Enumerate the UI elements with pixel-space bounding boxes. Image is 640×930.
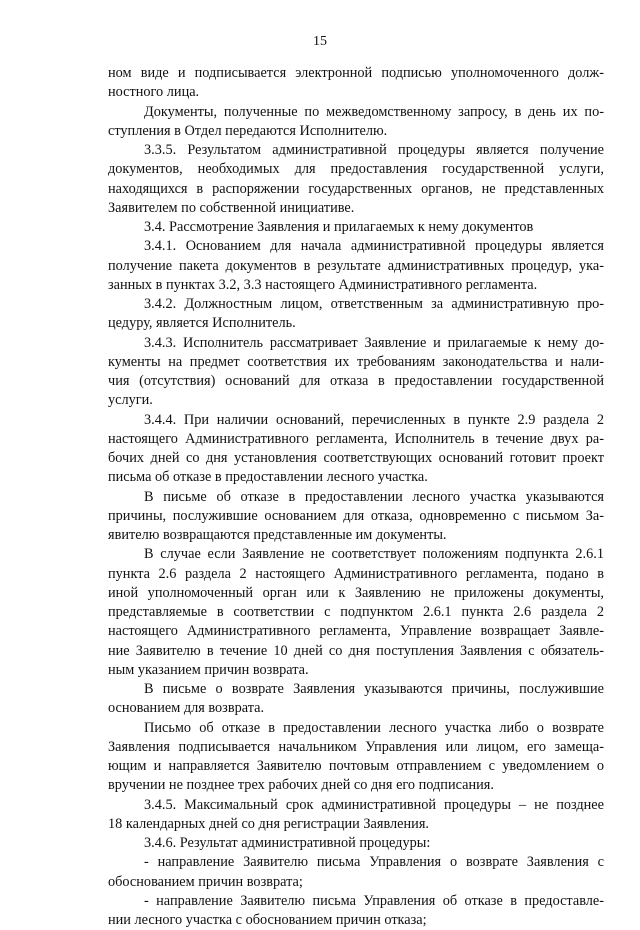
- text-line: В случае если Заявление не соответствует положениям подпункта 2.6.1: [144, 546, 604, 563]
- text-line: 3.4.2. Должностным лицом, ответственным за административную про-: [144, 296, 604, 312]
- page-number: 15: [313, 34, 327, 49]
- text-line: основанием для возврата.: [108, 700, 265, 717]
- text-line: ностного лица.: [108, 84, 200, 101]
- text-line: занных в пунктах 3.2, 3.3 настоящего Административного регламента.: [108, 276, 538, 293]
- text-line: иной уполномоченный орган или к Заявлению не приложены документы,: [108, 584, 604, 601]
- text-line: 3.4.3. Исполнитель рассматривает Заявление и прилагаемые к нему до-: [144, 334, 604, 351]
- text-line: кументы на предмет соответствия их требованиям законодательства и нали-: [108, 353, 604, 370]
- text-line: документов, необходимых для предоставления государственной услуги,: [108, 161, 604, 178]
- text-line: пункта 2.6 раздела 2 настоящего Административного регламента, подано в: [108, 565, 604, 582]
- text-line: Письмо об отказе в предоставлении лесного участка либо о возврате: [144, 719, 604, 736]
- text-line: находящихся в распоряжении государственных органов, не представленных: [108, 180, 604, 197]
- text-line: ном виде и подписывается электронной подписью уполномоченного долж-: [108, 65, 604, 81]
- text-line: ние Заявителю в течение 10 дней со дня поступления Заявления с обязатель-: [108, 642, 604, 659]
- text-line: ным указанием причин возврата.: [108, 661, 309, 678]
- text-line: В письме об отказе в предоставлении лесного участка указываются: [144, 488, 604, 505]
- text-line: 3.4.5. Максимальный срок административной процедуры – не позднее: [144, 796, 604, 813]
- text-line: цедуру, является Исполнитель.: [108, 315, 296, 332]
- text-line: Заявителем по собственной инициативе.: [108, 199, 355, 216]
- text-line: чия (отсутствия) оснований для отказа в предоставлении государственной: [108, 373, 604, 389]
- text-line: услуги.: [108, 392, 153, 409]
- text-line: письма об отказе в предоставлении лесного участка.: [108, 469, 428, 486]
- text-line: вручении не позднее трех рабочих дней со дня его подписания.: [108, 777, 494, 794]
- text-line: представляемые в соответствии с подпунктом 2.6.1 пункта 2.6 раздела 2: [108, 604, 604, 620]
- text-line: 18 календарных дней со дня регистрации Заявления.: [108, 815, 429, 832]
- text-line: получение пакета документов в результате административных процедур, ука-: [108, 257, 604, 274]
- text-line: 3.4. Рассмотрение Заявления и прилагаемых к нему документов: [144, 219, 534, 235]
- text-line: настоящего Административного регламента, Управление возвращает Заявле-: [108, 623, 604, 640]
- text-line: Заявления подписывается начальником Управления или лицом, его замеща-: [108, 738, 604, 755]
- text-line: ющим и направляется Заявителю почтовым отправлением с уведомлением о: [108, 758, 604, 774]
- text-line: ступления в Отдел передаются Исполнителю.: [108, 122, 388, 139]
- text-line: нии лесного участка с обоснованием причин отказа;: [108, 912, 427, 928]
- text-line: причины, послужившие основанием для отказа, одновременно с письмом За-: [108, 507, 604, 524]
- text-line: - направление Заявителю письма Управления о возврате Заявления с: [144, 854, 604, 871]
- text-line: бочих дней со дня установления соответствующих оснований готовит проект: [108, 450, 604, 466]
- text-line: - направление Заявителю письма Управления об отказе в предоставле-: [144, 892, 604, 909]
- text-line: 3.4.6. Результат административной процедуры:: [144, 835, 431, 851]
- document-body: [108, 64, 604, 930]
- text-line: 3.4.4. При наличии оснований, перечисленных в пункте 2.9 раздела 2: [144, 411, 604, 428]
- text-line: В письме о возврате Заявления указываются причины, послужившие: [144, 681, 604, 697]
- text-line: 3.3.5. Результатом административной процедуры является получение: [144, 142, 604, 158]
- text-line: явителю возвращаются представленные им документы.: [108, 527, 447, 543]
- text-line: обоснованием причин возврата;: [108, 873, 303, 890]
- text-line: Документы, полученные по межведомственному запросу, в день их по-: [144, 103, 604, 120]
- text-line: 3.4.1. Основанием для начала административной процедуры является: [144, 238, 604, 255]
- text-line: настоящего Административного регламента, Исполнитель в течение двух ра-: [108, 430, 604, 447]
